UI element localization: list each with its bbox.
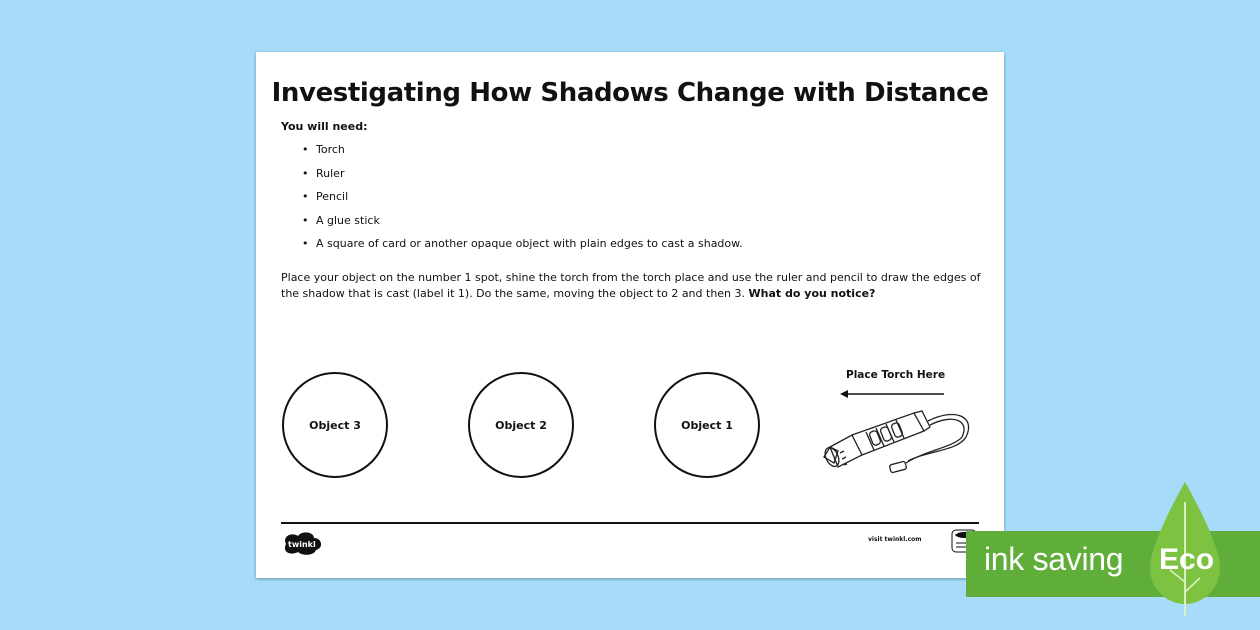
object-3-spot xyxy=(282,372,388,478)
eco-label: Eco xyxy=(1159,543,1215,576)
list-item: • Torch xyxy=(300,143,743,167)
ink-saving-label: ink saving xyxy=(984,541,1124,577)
list-item: • A glue stick xyxy=(300,214,743,238)
materials-list xyxy=(300,143,743,261)
worksheet-page xyxy=(256,52,1004,578)
materials-heading: You will need: xyxy=(281,120,368,133)
object-label: Object 3 xyxy=(309,418,361,432)
torch-icon xyxy=(816,407,976,487)
logo-text: twinkl xyxy=(288,540,316,549)
worksheet-title: Investigating How Shadows Change with Distance xyxy=(271,78,989,108)
instructions-text: Place your object on the number 1 spot, shine the torch from the torch place and use the ruler and pencil to draw the edges of the shadow that is cast (label it 1). Do the same, moving the object to 2 and then 3. xyxy=(281,271,981,300)
footer-divider xyxy=(281,522,979,524)
object-1-spot xyxy=(654,372,760,478)
list-item: • Pencil xyxy=(300,190,743,214)
instructions-paragraph xyxy=(281,270,986,302)
torch-label: Place Torch Here xyxy=(846,369,946,381)
object-label: Object 2 xyxy=(495,418,547,432)
instructions-question: What do you notice? xyxy=(748,287,876,300)
list-item: • Ruler xyxy=(300,167,743,191)
object-label: Object 1 xyxy=(681,418,733,432)
object-2-spot xyxy=(468,372,574,478)
footer-url: visit twinkl.com xyxy=(868,536,922,543)
twinkl-logo xyxy=(280,530,324,556)
arrow-left-icon xyxy=(838,388,948,400)
list-item: • A square of card or another opaque object with plain edges to cast a shadow. xyxy=(300,237,743,261)
